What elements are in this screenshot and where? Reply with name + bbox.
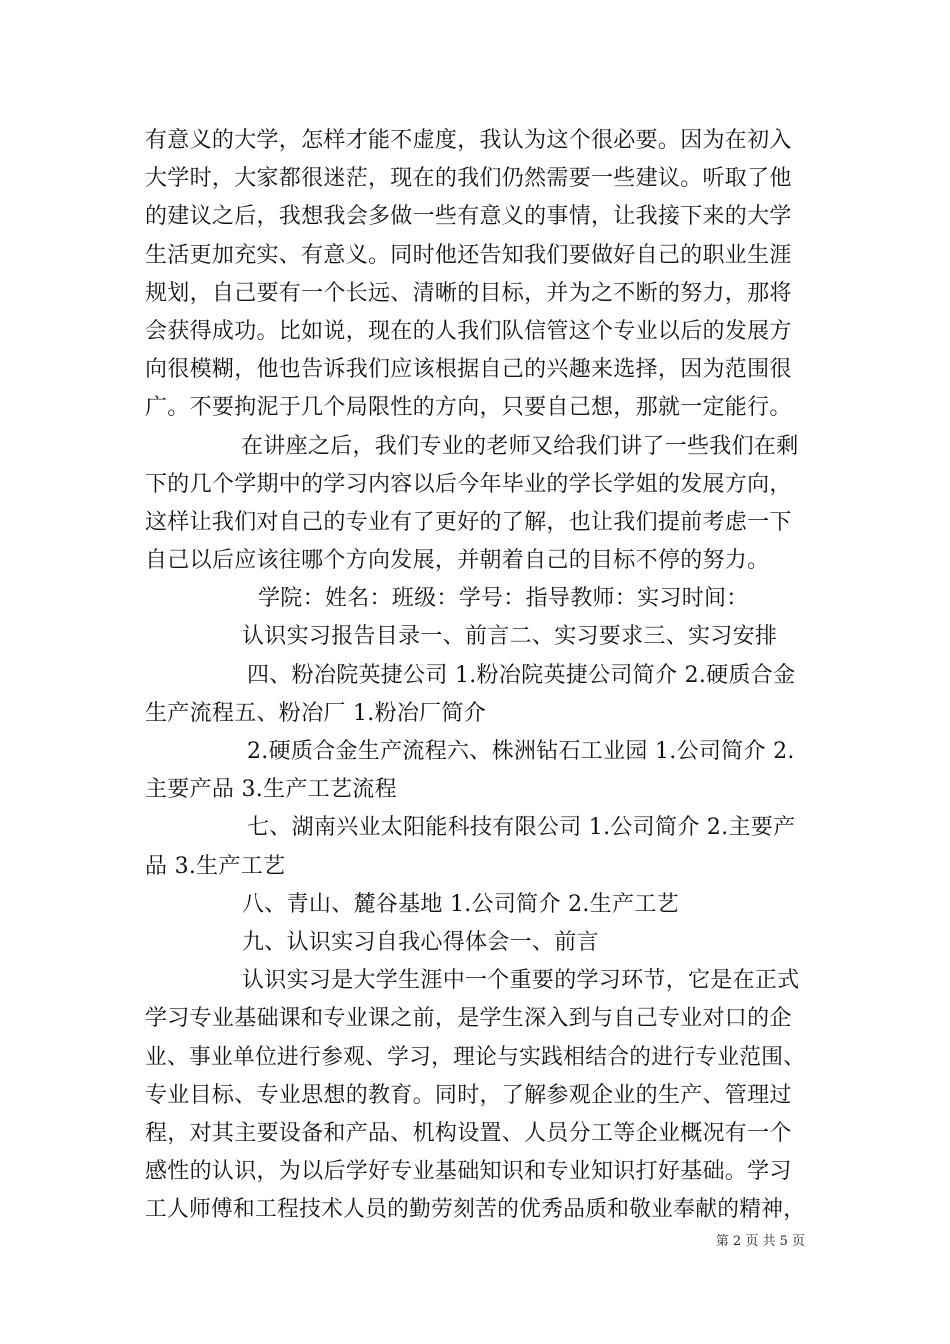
text-line: 2.硬质合金生产流程六、株洲钻石工业园 1.公司简介 2. — [247, 739, 795, 764]
text-line: 专业目标、专业思想的教育。同时，了解参观企业的生产、管理过 — [145, 1082, 792, 1108]
text-line: 的建议之后，我想我会多做一些有意义的事情，让我接下来的大学 — [145, 204, 792, 230]
text-line: 主要产品 3.生产工艺流程 — [145, 777, 397, 803]
text-line: 广。不要拘泥于几个局限性的方向，只要自己想，那就一定能行。 — [145, 395, 792, 421]
document-body — [145, 122, 805, 1229]
text-line: 四、粉冶院英捷公司 1.粉冶院英捷公司简介 2.硬质合金 — [247, 662, 796, 688]
text-line: 工人师傅和工程技术人员的勤劳刻苦的优秀品质和敬业奉献的精神， — [145, 1197, 806, 1223]
text-line: 九、认识实习自我心得体会一、前言 — [242, 929, 599, 955]
text-line: 业、事业单位进行参观、学习，理论与实践相结合的进行专业范围、 — [145, 1044, 806, 1070]
text-line: 大学时，大家都很迷茫，现在的我们仍然需要一些建议。听取了他 — [145, 166, 792, 192]
text-line: 感性的认识，为以后学好专业基础知识和专业知识打好基础。学习 — [145, 1159, 792, 1185]
text-line: 会获得成功。比如说，现在的人我们队信管这个专业以后的发展方 — [145, 318, 792, 344]
text-line: 向很模糊，他也告诉我们应该根据自己的兴趣来选择，因为范围很 — [145, 357, 792, 383]
text-line: 七、湖南兴业太阳能科技有限公司 1.公司简介 2.主要产 — [247, 815, 796, 841]
text-line: 下的几个学期中的学习内容以后今年毕业的学长学姐的发展方向， — [145, 471, 792, 497]
text-line: 这样让我们对自己的专业有了更好的了解，也让我们提前考虑一下 — [145, 509, 792, 535]
text-line: 生活更加充实、有意义。同时他还告知我们要做好自己的职业生涯 — [145, 242, 792, 268]
text-line: 认识实习报告目录一、前言二、实习要求三、实习安排 — [242, 624, 778, 650]
text-line: 学院：姓名：班级：学号：指导教师：实习时间： — [258, 586, 749, 612]
text-line: 认识实习是大学生涯中一个重要的学习环节，它是在正式 — [242, 968, 800, 994]
text-line: 自己以后应该往哪个方向发展，并朝着自己的目标不停的努力。 — [145, 548, 770, 574]
text-line: 有意义的大学，怎样才能不虚度，我认为这个很必要。因为在初入 — [145, 128, 792, 153]
text-line: 程，对其主要设备和产品、机构设置、人员分工等企业概况有一个 — [145, 1120, 792, 1146]
text-line: 品 3.生产工艺 — [145, 853, 286, 879]
text-line: 规划，自己要有一个长远、清晰的目标，并为之不断的努力，那将 — [145, 280, 792, 306]
text-line: 在讲座之后，我们专业的老师又给我们讲了一些我们在剩 — [241, 433, 799, 459]
text-line: 学习专业基础课和专业课之前，是学生深入到与自己专业对口的企 — [145, 1006, 792, 1032]
text-line: 生产流程五、粉冶厂 1.粉冶厂简介 — [145, 700, 487, 726]
text-line: 八、青山、麓谷基地 1.公司简介 2.生产工艺 — [242, 891, 679, 917]
page-footer: 第 2 页 共 5 页 — [715, 1234, 805, 1249]
